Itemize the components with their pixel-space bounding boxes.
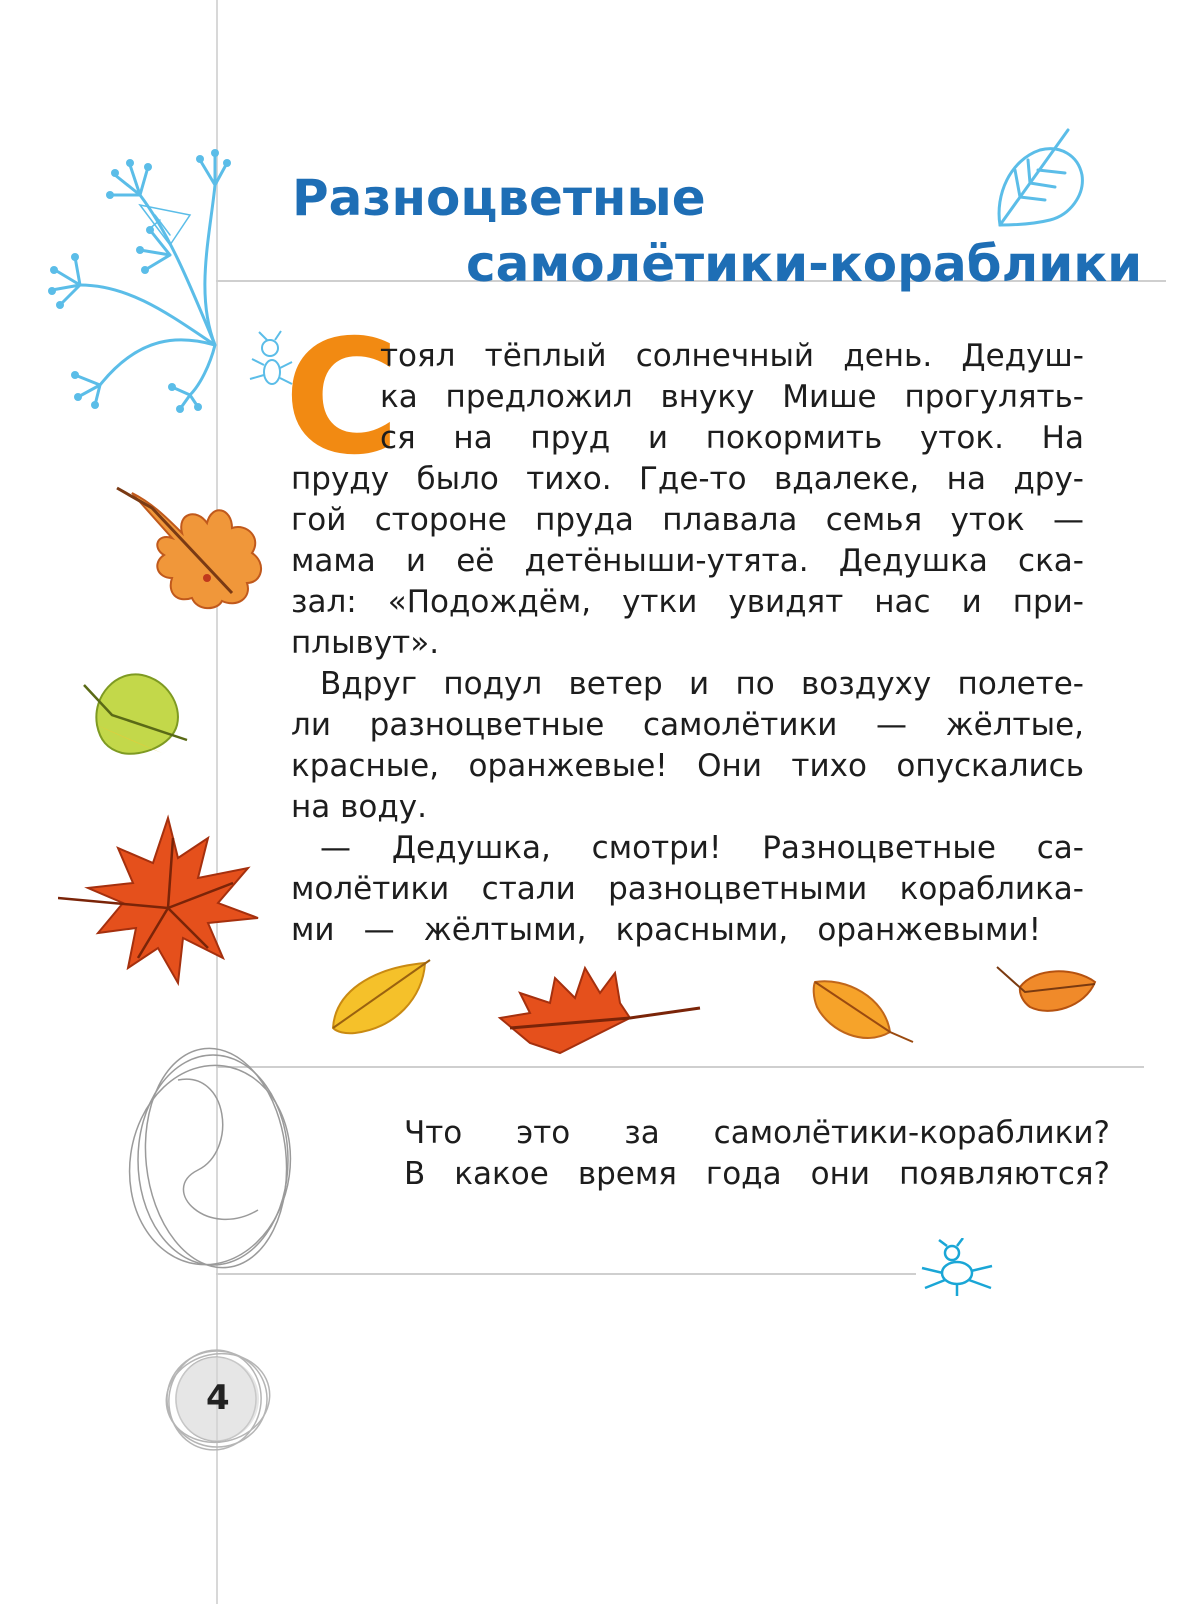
story-line: молётики стали разноцветными кораблика- <box>291 871 1084 907</box>
section-divider-line <box>216 1066 1144 1068</box>
blue-bug-icon <box>917 1238 997 1298</box>
story-line: на воду. <box>291 789 427 825</box>
story-line: гой стороне пруда плавала семья уток — <box>291 502 1084 538</box>
story-line: зал: «Подождём, утки увидят нас и при- <box>291 584 1084 620</box>
small-leaf-icon <box>995 962 1105 1022</box>
story-line: ка предложил внуку Мише прогулять- <box>380 379 1084 415</box>
yellow-leaf-icon <box>325 958 435 1038</box>
question-line-2: В какое время года они появляются? <box>404 1156 1110 1192</box>
question-bottom-line <box>216 1273 916 1275</box>
story-dropcap: С <box>284 306 400 490</box>
umbel-flower-decoration <box>20 85 235 415</box>
story-line: ся на пруд и покормить уток. На <box>380 420 1084 456</box>
story-line: пруду было тихо. Где-то вдалеке, на дру- <box>291 461 1084 497</box>
red-oak-leaf-icon <box>490 958 705 1063</box>
birch-leaf-green-icon <box>82 665 192 760</box>
story-line: Вдруг подул ветер и по воздуху полете- <box>320 666 1084 702</box>
page-number: 4 <box>206 1378 230 1418</box>
scribble-decoration <box>118 1040 303 1285</box>
story-line: мама и её детёныши-утята. Дедушка ска- <box>291 543 1084 579</box>
story-line: — Дедушка, смотри! Разноцветные са- <box>320 830 1084 866</box>
story-line: тоял тёплый солнечный день. Дедуш- <box>380 338 1084 374</box>
story-line: ли разноцветные самолётики — жёлтые, <box>291 707 1084 743</box>
birch-leaf-outline-icon <box>990 125 1090 235</box>
orange-leaf-icon <box>805 972 915 1052</box>
oak-leaf-icon <box>112 483 272 613</box>
question-line-1: Что это за самолётики-кораблики? <box>404 1115 1110 1151</box>
story-line: красные, оранжевые! Они тихо опускались <box>291 748 1084 784</box>
story-line: ми — жёлтыми, красными, оранжевыми! <box>291 912 1041 948</box>
page-title-line-1: Разноцветные <box>292 169 706 227</box>
page-title-line-2: самолётики-кораблики <box>466 235 1143 293</box>
story-line: плывут». <box>291 625 440 661</box>
maple-leaf-icon <box>58 808 268 988</box>
